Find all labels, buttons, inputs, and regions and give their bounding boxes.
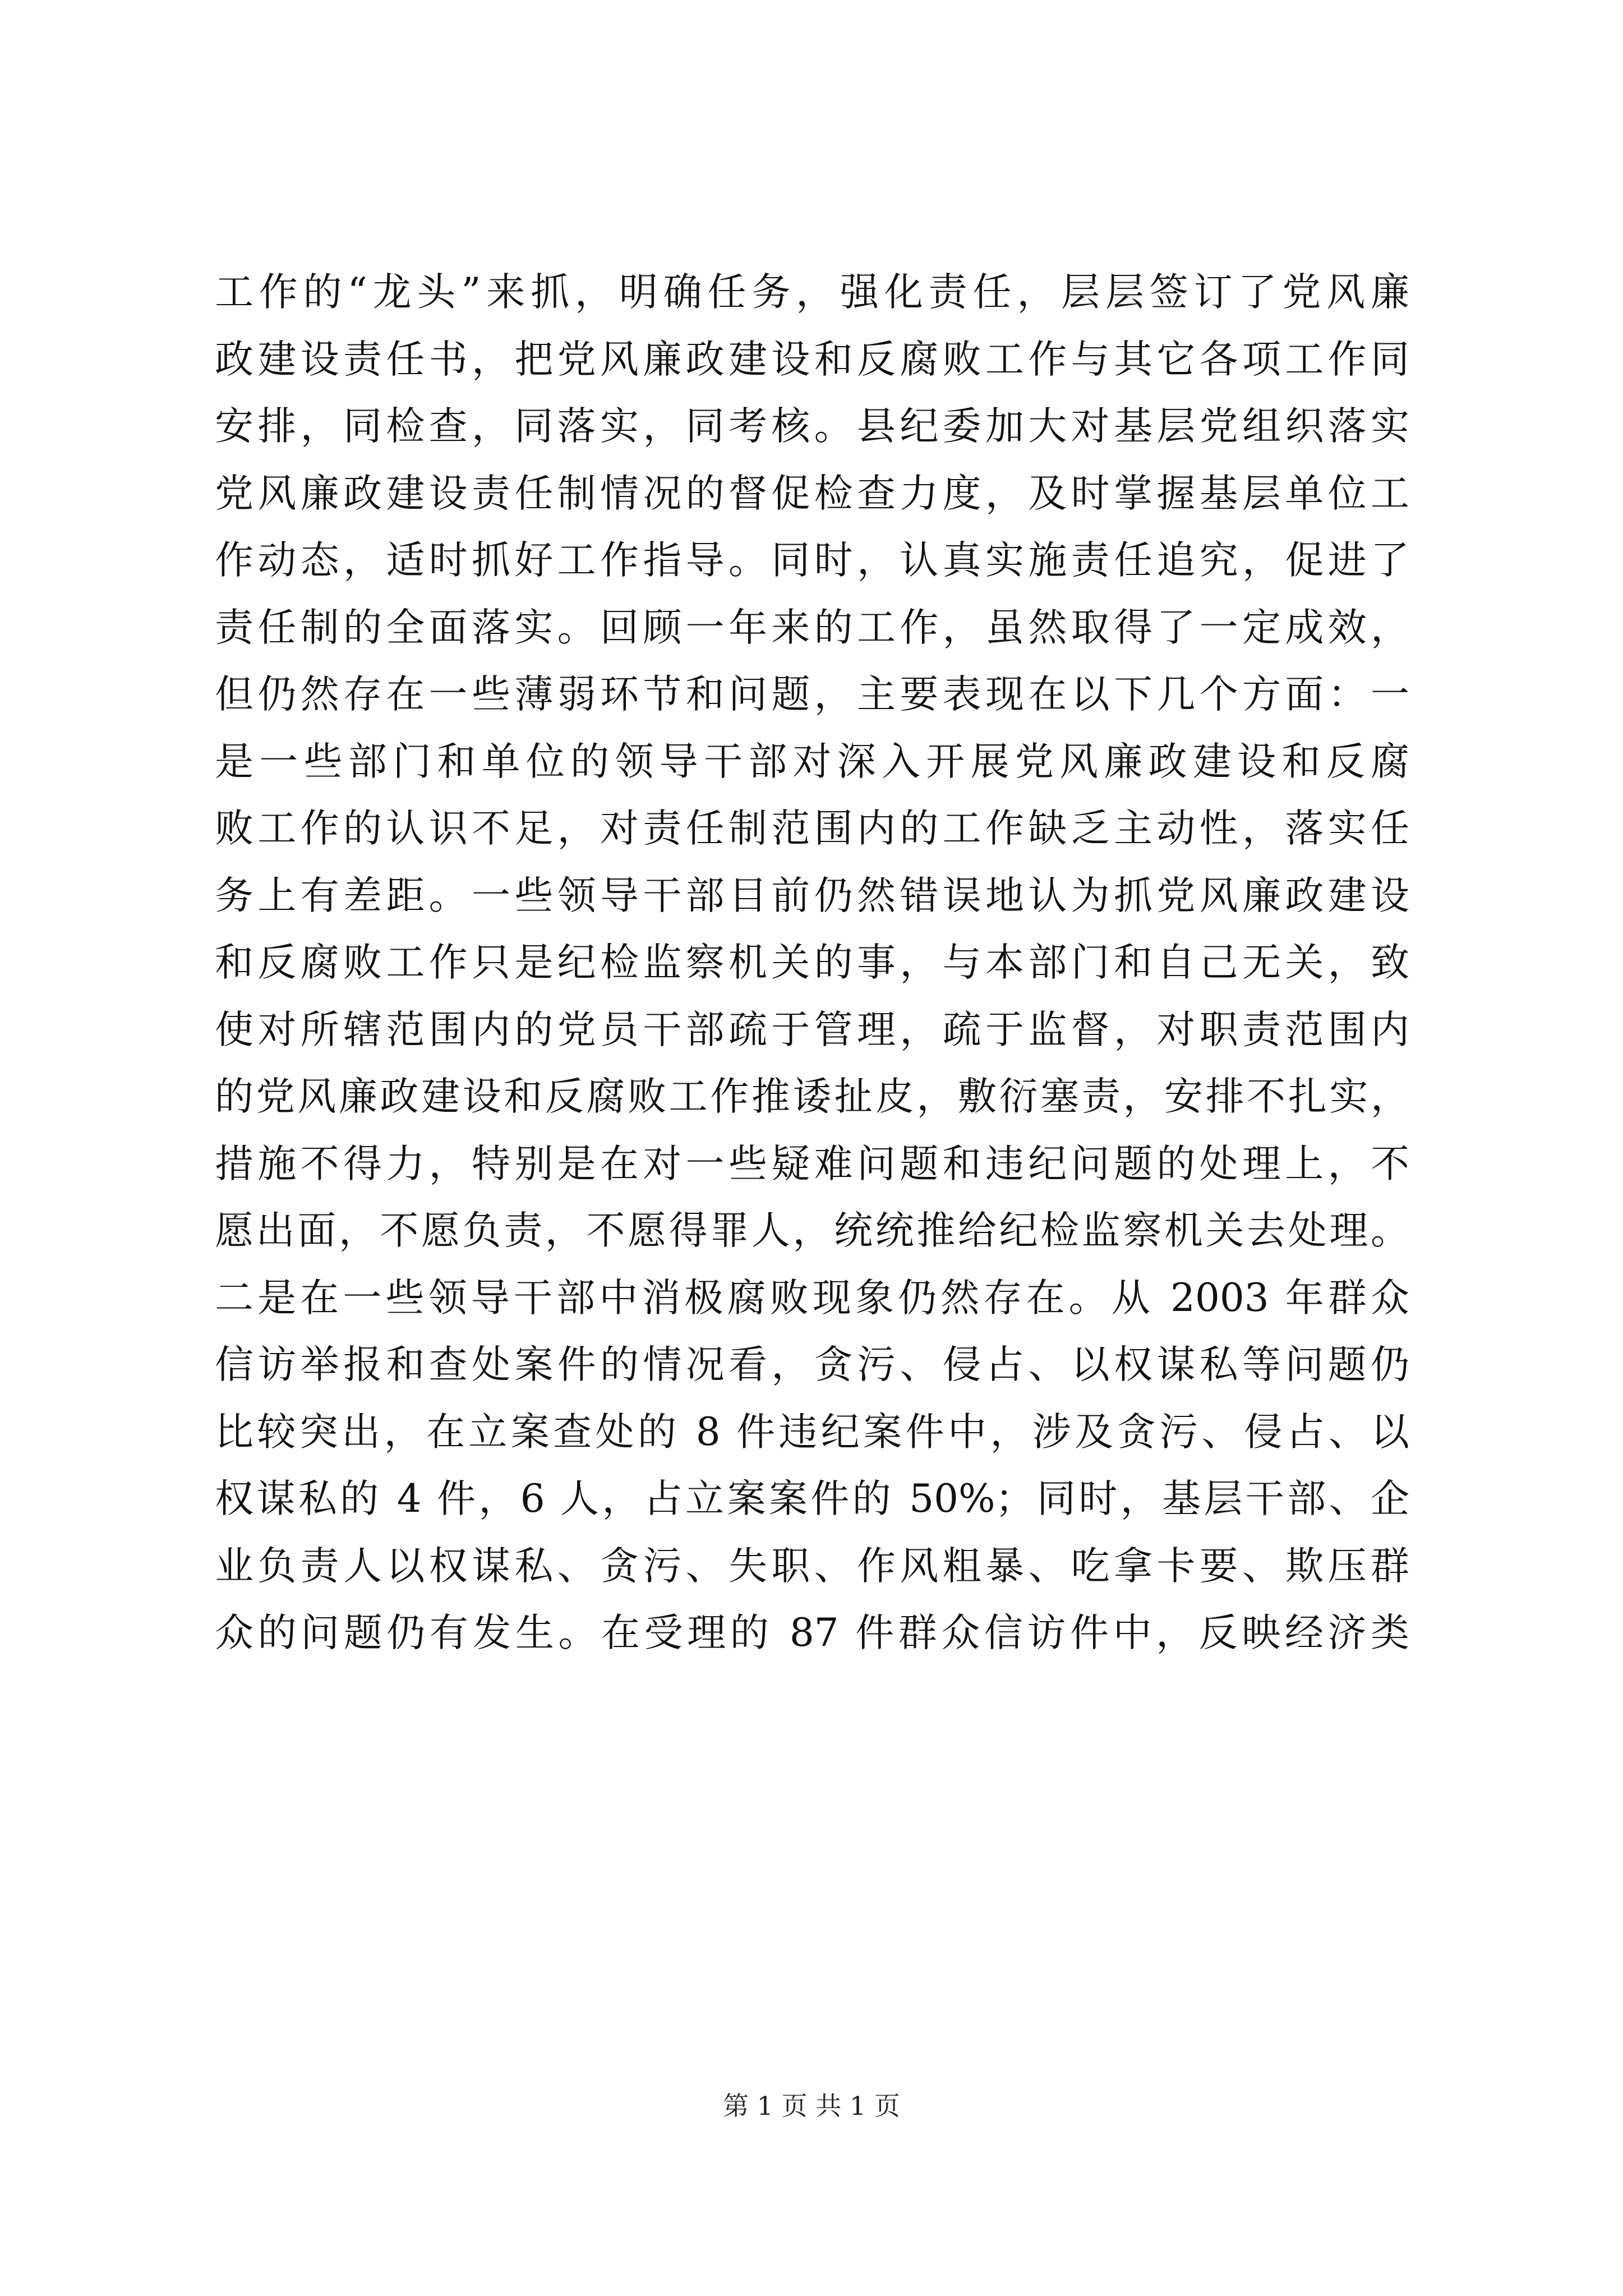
text-line: 是一些部门和单位的领导干部对深入开展党风廉政建设和反腐	[215, 739, 1409, 784]
text-line: 败工作的认识不足，对责任制范围内的工作缺乏主动性，落实任	[215, 806, 1409, 851]
text-line: 但仍然存在一些薄弱环节和问题，主要表现在以下几个方面：一	[215, 672, 1409, 717]
page-number-label: 第 1 页 共 1 页	[723, 2091, 900, 2121]
text-line: 的党风廉政建设和反腐败工作推诿扯皮，敷衍塞责，安排不扎实，	[215, 1074, 1409, 1119]
text-line: 信访举报和查处案件的情况看，贪污、侵占、以权谋私等问题仍	[215, 1342, 1409, 1387]
text-line: 务上有差距。一些领导干部目前仍然错误地认为抓党风廉政建设	[215, 873, 1409, 918]
text-line: 和反腐败工作只是纪检监察机关的事，与本部门和自己无关，致	[215, 940, 1409, 985]
text-line: 二是在一些领导干部中消极腐败现象仍然存在。从 2003 年群众	[215, 1275, 1409, 1320]
text-line: 作动态，适时抓好工作指导。同时，认真实施责任追究，促进了	[215, 538, 1409, 583]
text-line: 安排，同检查，同落实，同考核。县纪委加大对基层党组织落实	[215, 404, 1409, 449]
page-footer	[0, 2089, 1623, 2123]
text-line: 权谋私的 4 件，6 人，占立案案件的 50%；同时，基层干部、企	[215, 1476, 1409, 1521]
body-text	[215, 259, 1409, 1667]
text-line: 比较突出，在立案查处的 8 件违纪案件中，涉及贪污、侵占、以	[215, 1409, 1409, 1455]
text-line: 业负责人以权谋私、贪污、失职、作风粗暴、吃拿卡要、欺压群	[215, 1543, 1409, 1589]
text-line: 党风廉政建设责任制情况的督促检查力度，及时掌握基层单位工	[215, 471, 1409, 516]
text-line: 工作的“龙头”来抓，明确任务，强化责任，层层签订了党风廉	[215, 270, 1409, 315]
text-line: 责任制的全面落实。回顾一年来的工作，虽然取得了一定成效，	[215, 605, 1409, 650]
text-line: 措施不得力，特别是在对一些疑难问题和违纪问题的处理上，不	[215, 1141, 1409, 1186]
text-line: 政建设责任书，把党风廉政建设和反腐败工作与其它各项工作同	[215, 337, 1409, 382]
text-line: 众的问题仍有发生。在受理的 87 件群众信访件中，反映经济类	[215, 1611, 1409, 1655]
text-line: 使对所辖范围内的党员干部疏于管理，疏于监督，对职责范围内	[215, 1007, 1409, 1052]
text-line: 愿出面，不愿负责，不愿得罪人，统统推给纪检监察机关去处理。	[215, 1208, 1409, 1253]
